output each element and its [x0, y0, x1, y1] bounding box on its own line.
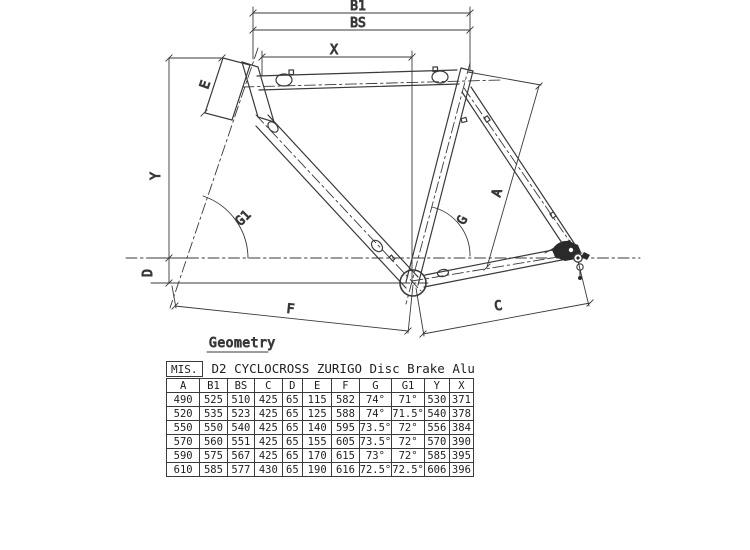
- table-cell: 155: [303, 435, 332, 449]
- table-cell: 65: [282, 421, 303, 435]
- table-cell: 585: [200, 463, 227, 477]
- table-cell: 490: [167, 393, 200, 407]
- table-cell: 73.5°: [359, 435, 392, 448]
- table-header-cell: F: [332, 379, 359, 393]
- table-cell: 595: [332, 421, 359, 435]
- table-row: [167, 421, 474, 435]
- geometry-data-table: [166, 378, 474, 477]
- diagram-caption: [207, 336, 276, 352]
- table-cell: 72°: [392, 449, 425, 463]
- seat-tube-boss: [461, 117, 467, 122]
- table-cell: 540: [424, 407, 449, 421]
- table-cell: 525: [200, 393, 227, 407]
- table-cell: 523: [227, 407, 254, 421]
- table-cell: 588: [332, 407, 359, 421]
- table-cell: 73°: [359, 449, 392, 463]
- stay-boss: [484, 116, 490, 122]
- table-cell: 74°: [359, 407, 392, 421]
- table-cell: 73.5°: [359, 421, 392, 434]
- geometry-caption: Geometry: [209, 336, 276, 351]
- table-cell: 585: [424, 449, 449, 463]
- head-tube: [242, 62, 274, 122]
- table-cell: 65: [282, 449, 303, 463]
- table-cell: 570: [167, 435, 200, 449]
- table-cell: 395: [449, 449, 473, 463]
- table-row: [167, 435, 474, 449]
- table-cell: 378: [449, 407, 473, 421]
- dropout-detail: [545, 240, 590, 280]
- dim-label-g1: G1: [232, 207, 255, 230]
- cable-boss: [289, 70, 294, 75]
- table-cell: 535: [200, 407, 227, 421]
- dim-label-y: Y: [149, 172, 164, 180]
- dim-label-x: X: [330, 43, 338, 58]
- table-cell: 425: [255, 407, 282, 421]
- table-cell: 384: [449, 421, 473, 435]
- g-angle-arc: [432, 207, 470, 256]
- table-cell: 190: [303, 463, 332, 477]
- table-cell: 582: [332, 393, 359, 407]
- table-cell: 65: [282, 393, 303, 407]
- dim-label-bs: BS: [350, 16, 366, 31]
- table-cell: 610: [167, 463, 200, 477]
- table-cell: 72°: [392, 435, 425, 449]
- stay-boss: [550, 212, 556, 218]
- table-cell: 425: [255, 393, 282, 407]
- table-corner-cell: MIS.: [166, 361, 203, 377]
- table-cell: 425: [255, 435, 282, 449]
- table-cell: 560: [200, 435, 227, 449]
- table-cell: 430: [255, 463, 282, 477]
- table-header-cell: C: [255, 379, 282, 393]
- table-header-cell: X: [449, 379, 473, 393]
- dim-label-f: F: [285, 301, 296, 318]
- table-cell: 125: [303, 407, 332, 421]
- table-header-cell: Y: [424, 379, 449, 393]
- top-tube: [257, 70, 457, 76]
- table-cell: 550: [167, 421, 200, 435]
- table-cell: 65: [282, 463, 303, 477]
- table-header-cell: D: [282, 379, 303, 393]
- frame-tubes: [205, 58, 574, 296]
- chain-stay: [425, 247, 568, 275]
- dim-label-c: C: [493, 298, 504, 315]
- table-header-cell: E: [303, 379, 332, 393]
- table-cell: 556: [424, 421, 449, 435]
- dim-label-g: G: [454, 213, 472, 228]
- table-cell: 605: [332, 435, 359, 449]
- table-header-row: [167, 379, 474, 393]
- table-body: [167, 393, 474, 477]
- table-row: [167, 393, 474, 407]
- cable-guide: [389, 255, 395, 261]
- table-header-cell: G1: [392, 379, 425, 393]
- table-cell: 72.5°: [392, 463, 424, 476]
- table-title: D2 CYCLOCROSS ZURIGO Disc Brake Alu: [211, 361, 475, 376]
- table-cell: 425: [255, 421, 282, 435]
- table-cell: 425: [255, 449, 282, 463]
- seat-stay: [462, 92, 566, 249]
- table-cell: 65: [282, 407, 303, 421]
- table-cell: 551: [227, 435, 254, 449]
- table-cell: 71.5°: [392, 407, 424, 420]
- table-cell: 115: [303, 393, 332, 407]
- table-cell: 577: [227, 463, 254, 477]
- geometry-table: [166, 358, 474, 477]
- table-title-row: [166, 358, 474, 377]
- table-cell: 371: [449, 393, 473, 407]
- table-cell: 520: [167, 407, 200, 421]
- table-cell: 606: [424, 463, 449, 477]
- table-cell: 140: [303, 421, 332, 435]
- head-junction-collar: [276, 74, 292, 86]
- dimension-ticks: [166, 10, 593, 337]
- dim-label-a: A: [489, 187, 506, 199]
- table-row: [167, 407, 474, 421]
- table-cell: 396: [449, 463, 473, 477]
- dim-label-e: E: [197, 78, 215, 92]
- table-cell: 72.5°: [359, 463, 392, 476]
- seat-junction-collar: [432, 71, 448, 83]
- table-cell: 590: [167, 449, 200, 463]
- table-cell: 65: [282, 435, 303, 449]
- table-header-cell: A: [167, 379, 200, 393]
- seat-tube: [406, 68, 461, 282]
- table-cell: 570: [424, 435, 449, 449]
- table-header-cell: G: [359, 379, 392, 393]
- table-cell: 71°: [392, 393, 425, 407]
- table-cell: 390: [449, 435, 473, 449]
- table-cell: 510: [227, 393, 254, 407]
- table-cell: 540: [227, 421, 254, 435]
- table-cell: 72°: [392, 421, 425, 435]
- table-cell: 74°: [359, 393, 392, 407]
- table-cell: 170: [303, 449, 332, 463]
- dim-label-b1: B1: [350, 0, 366, 14]
- table-row: [167, 449, 474, 463]
- table-header-cell: B1: [200, 379, 227, 393]
- table-cell: 550: [200, 421, 227, 435]
- table-cell: 530: [424, 393, 449, 407]
- table-row: [167, 463, 474, 477]
- table-cell: 567: [227, 449, 254, 463]
- table-cell: 575: [200, 449, 227, 463]
- dim-label-d: D: [141, 269, 156, 277]
- table-cell: 615: [332, 449, 359, 463]
- table-header-cell: BS: [227, 379, 254, 393]
- down-tube: [256, 126, 406, 288]
- table-cell: 616: [332, 463, 359, 477]
